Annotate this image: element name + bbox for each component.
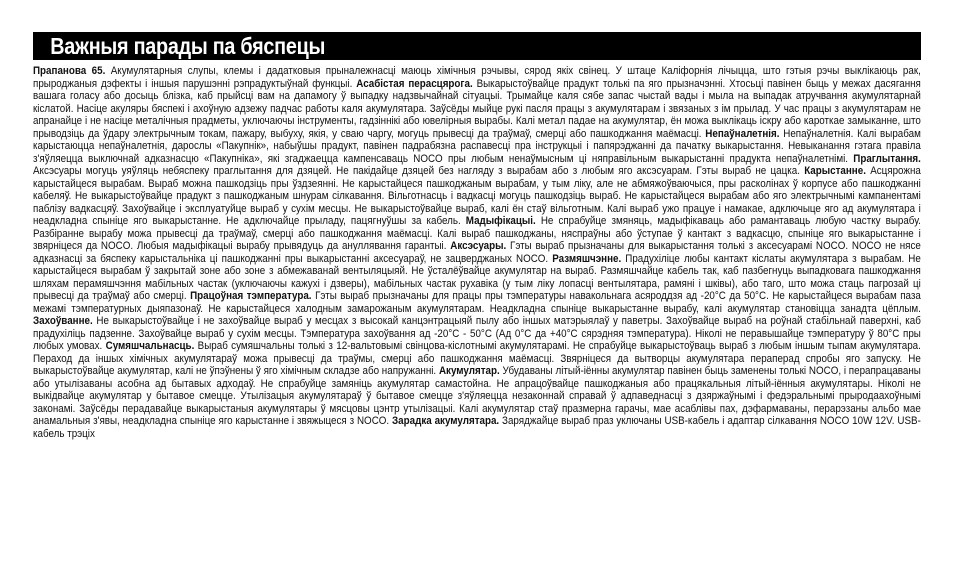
section-text: Непаўналетнія. Калі вырабам карыстаюцца непаўналетнія, дарослы «Пакупнік», набыўшы прадукт, павінен падрабязна распавесці пра інструкцыі і папярэджанні да пачатку выкарыстання. Невыканання гэтага правіла з'яўляецца выключнай адказнасцю «Пакупніка», які згаджаецца кампенсаваць NOCO пры любым ненаўмысным ці няправільным выкарыстанні прадукта непаўналетнімі. bbox=[33, 127, 921, 165]
section-heading: Акумулятар. bbox=[438, 365, 500, 377]
section-heading: Асабістая перасцярога. bbox=[356, 77, 473, 90]
section-heading: Непаўналетнія. bbox=[705, 127, 780, 140]
section-text: Гэты выраб прызначаны для выкарыстання толькі з аксесуарамі NOCO. NOCO не нясе адказнасці за бяспеку карыстальніка ці пашкоджанні пры выкарыстанні аксесуараў, не зацверджаных NOCO. bbox=[33, 240, 921, 265]
section-text: Гэты выраб прызначаны для працы пры тэмпературы навакольнага асяроддзя ад -20°C да 50°C. Не карыстайцеся вырабам паза межамі тэмпературных дыяпазонаў. Не карыстайцеся халодным замарожаным акумулятарам. Неадкладна спыніце выкарыстанне вырабу, калі акумулятар становіцца занадта цёплым. bbox=[33, 290, 921, 315]
section-header bbox=[33, 32, 921, 60]
section-text: Прадухіліце любы кантакт кіслаты акумулятара з вырабам. Не карыстайцеся вырабам ў закрытай зоне або зоне з абмежаванай вентыляцыяй. Не ўсталёўвайце акумулятар на выраб. Размяшчайце кабель так, каб пазбегнуць выпадковага пашкоджання шляхам перамяшчэння мабільных частак (уключаючы кажухі і дзверы), мабільных частак рухавіка (у тым ліку лопасці вентылятара, рамяні і шківы), або таго, што можа стаць пагрозай ці прывесці да траўмаў або смерці. bbox=[33, 252, 921, 302]
section-text: Убудаваны літый-іённы акумулятар павінен быць заменены толькі NOCO, і перапрацаваны або утылізаваны асобна ад бытавых адходаў. Не спрабуйце замяніць акумулятар самастойна. Не апрацоўвайце пашкоджаныя або працякальныя літый-іённыя акумулятары. Ніколі не выкідвайце акумулятар у бытавое смецце. Утылізацыя акумулятараў ў бытавое смецце з'яўляецца незаконнай справай ў адпаведнасці з дзяржаўнымі і федэральнымі прыродаахоўнымі законамі. Заўсёды перадавайце выкарыстаныя акумулятары ў мясцовы цэнтр утылізацыі. Калі акумулятар стаў празмерна гарачы, мае асаблівы пах, дэфармаваны, перарэзаны альбо мае анамальныя з'явы, неадкладна спыніце яго карыстанне і звяжыцеся з NOCO. bbox=[33, 365, 921, 427]
section-heading: Сумяшчальнасць. bbox=[105, 340, 195, 352]
section-heading: Зарадка акумулятара. bbox=[392, 415, 500, 427]
section-heading: Аксэсуары. bbox=[450, 240, 507, 252]
section-heading: Захоўванне. bbox=[33, 315, 93, 327]
section-text: Выкарыстоўвайце прадукт толькі па яго прызначэнні. Хтосьці павінен быць у межах дасягання вашага голасу або досыць блізка, каб прыйсці вам на дапамогу ў выпадку надзвычайнай сітуацыі. Трымайце каля сябе запас чыстай вады і мыла на выпадак атручвання акумулятарнай кіслатой. Насіце акуляры бяспекі і ахоўную адзежу падчас работы каля акумулятара. Заўсёды мыйце рукі пасля працы з акумулятарам і звязаных з ім прылад. У час працы з акумулятарам не апранайце і не насіце металічныя прадметы, уключаючы інструменты, гадзіннікі або ювелірныя вырабы. Калі метал падае на акумулятар, ён можа выклікаць іскру або кароткае замыканне, што прыводзіць да ўдару электрычным токам, пажару, выбуху, якія, у сваю чаргу, могуць прывесці да траўмаў, смерці або пашкоджання маёмасці. bbox=[33, 77, 921, 140]
page-title: Важныя парады па бяспецы bbox=[50, 33, 326, 59]
section-heading: Працоўная тэмпература. bbox=[190, 290, 312, 302]
section-text: Акумулятарныя слупы, клемы і дадатковыя прыналежнасці маюць хімічныя рэчывы, сярод якіх свінец. У штаце Каліфорнія лічыцца, што гэтыя рэчы выклікаюць рак, прыроджаныя дэфекты і іншыя парушэнні рэпрадуктыўнай функцыі. bbox=[33, 65, 921, 90]
safety-instructions-paragraph bbox=[33, 65, 921, 440]
section-text: Асцярожна карыстайцеся вырабам. Выраб можна пашкодзіць пры ўздзеянні. Не карыстайцеся пашкоджаным вырабам, у тым ліку, але не абмяжоўваючыся, пры расколінах ў корпусе або пашкоджанні кабеляў. Не выкарыстоўвайце прадукт з пашкоджаным шнурам сілкавання. Вільготнасць і вадкасці могуць пашкодзіць выраб. Не карыстайцеся вырабам або яго электрычнымі кампанентамі паблізу вадкасцяў. Захоўвайце і эксплуатуйце выраб у сухім месцы. Не выкарыстоўвайце выраб, калі ён стаў вільготным. Калі выраб ужо працуе і намакае, адключыце яго ад акумулятара і неадкладна спыніце яго выкарыстанне. Не адключайце прыладу, пацягнуўшы за кабель. bbox=[33, 165, 921, 227]
section-heading: Размяшчэнне. bbox=[552, 252, 622, 265]
section-text: Не спрабуйце змяняць, мадыфікаваць або рамантаваць любую частку вырабу. Разбіранне вырабу можа прывесці да траўмаў, смерці або пашкоджання маёмасці. Калі выраб пашкоджаны, няспраўны або ўступае ў кантакт з вадкасцю, спыніце яго выкарыстанне і звярніцеся да NOCO. Любыя мадыфікацыі вырабу прывядуць да ануллявання гарантыі. bbox=[33, 215, 921, 252]
section-text: Выраб сумяшчальны толькі з 12-вальтовымі свінцова-кіслотнымі акумулятарамі. Не спрабуйце выкарыстоўваць выраб з любым іншым тыпам акумулятара. Пераход да іншых хімічных акумулятараў можа прывесці да траўмы, смерці або пашкоджання маёмасці. Звярніцеся да вытворцы акумулятара пераперад спробы яго запуску. Не выкарыстоўвайце акумулятар, калі не ўпэўнены ў яго хімічным складзе або напружанні. bbox=[33, 340, 921, 377]
section-heading: Праглытання. bbox=[853, 152, 921, 165]
section-text: Заряджайце выраб праз уключаны USB-кабель і адаптар сілкавання NOCO 10W 12V. USB-кабель трэціх bbox=[33, 415, 921, 440]
section-heading: Мадыфікацыі. bbox=[465, 215, 536, 227]
section-heading: Прапанова 65. bbox=[33, 65, 106, 77]
section-text: Не выкарыстоўвайце і не захоўвайце выраб у месцах з высокай канцэнтрацыяй пылу або іншых матэрыялаў у паветры. Захоўвайце выраб на роўнай стабільнай паверхні, каб прадухіліць падзенне. Захоўвайце выраб у сухім месцы. Тэмпература захоўвання ад -20°C - 50°C (Ад 0°C да +40°C сярэдняя тэмпература). Ніколі не перавышайце тэмпературу ў 80°C пры любых умовах. bbox=[33, 315, 921, 352]
section-heading: Карыстанне. bbox=[804, 165, 866, 177]
section-text: Аксэсуары могуць уяўляць небяспеку праглытання для дзяцей. Не пакідайце дзяцей без нагляду з вырабам або з любым яго аксэсуарам. Гэты выраб не цацка. bbox=[33, 165, 805, 177]
